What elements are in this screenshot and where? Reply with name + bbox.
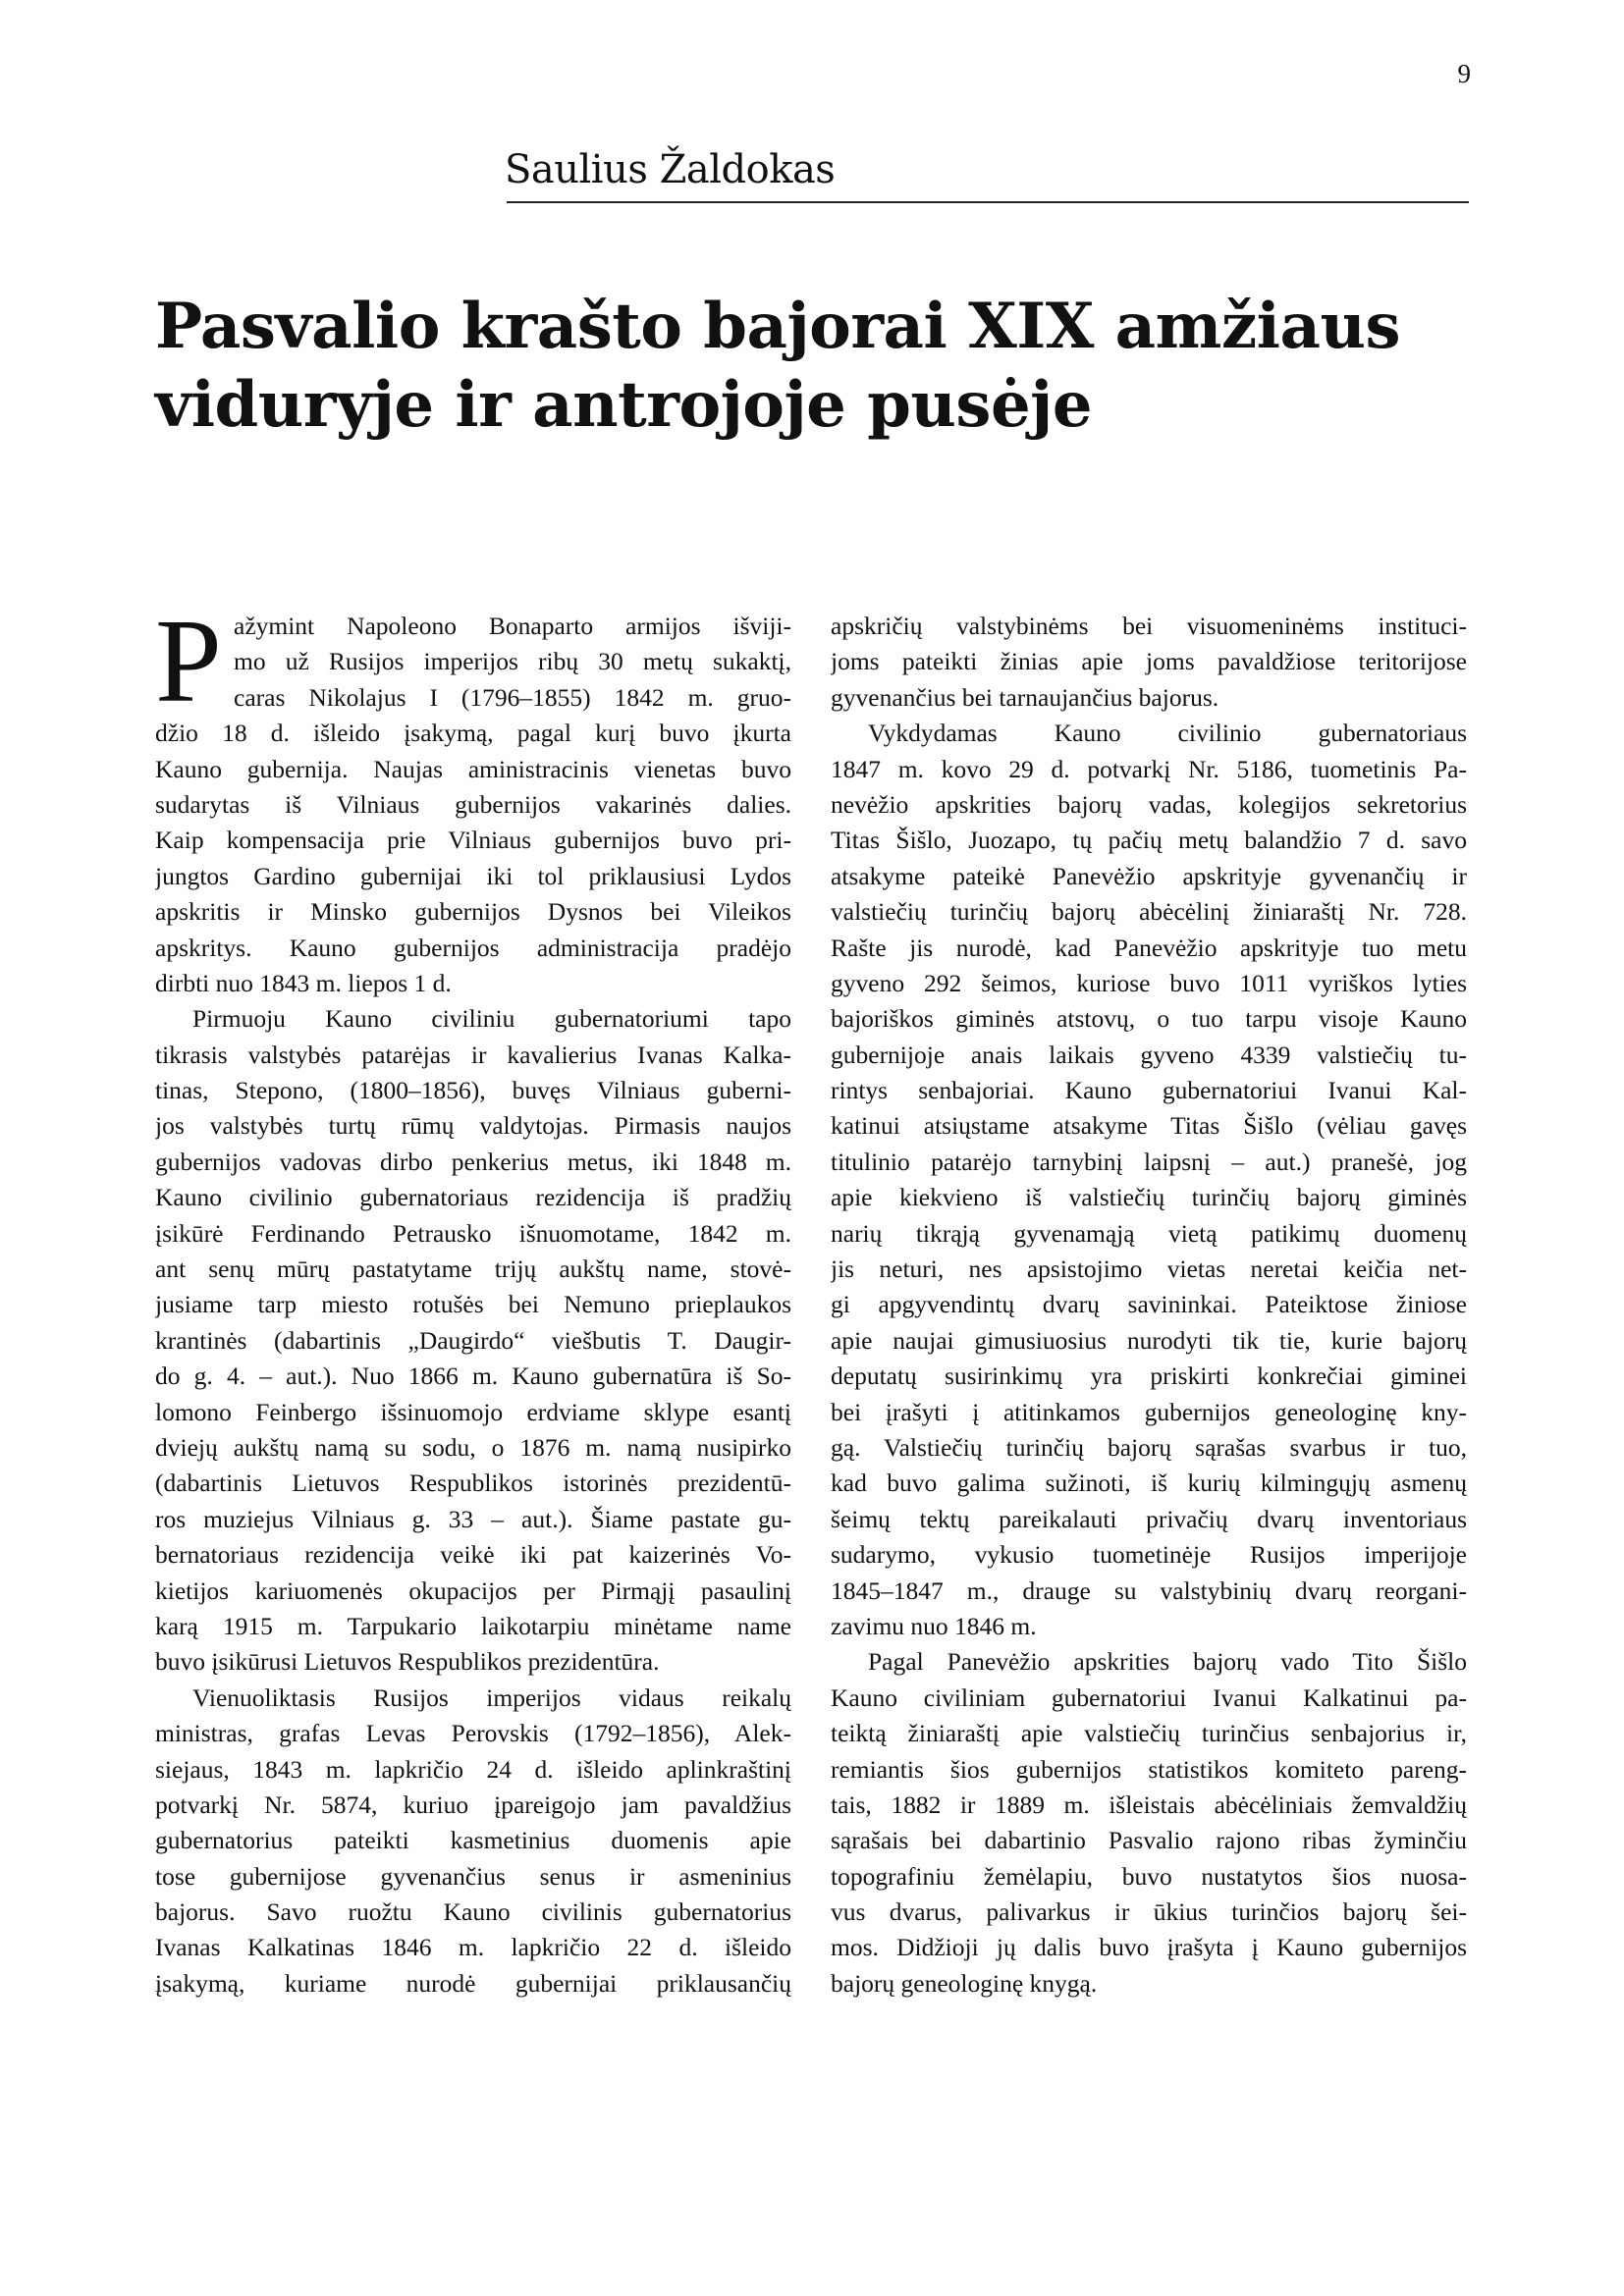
text-line: sudarytas iš Vilniaus gubernijos vakarinės dalies. <box>155 789 791 819</box>
text-line: apie kiekvieno iš valstiečių turinčių bajorų giminės <box>831 1183 1467 1212</box>
text-line: buvo įsikūrusi Lietuvos Respublikos prezidentūra. <box>155 1647 660 1677</box>
text-line: jusiame tarp miesto rotušės bei Nemuno prieplaukos <box>155 1290 791 1319</box>
article-title <box>155 288 1400 445</box>
text-line: jungtos Gardino gubernijai iki tol priklausiusi Lydos <box>155 861 791 890</box>
text-line: valstiečių turinčių bajorų abėcėlinį žiniaraštį Nr. 728. <box>831 897 1467 927</box>
text-line: tinas, Stepono, (1800–1856), buvęs Vilniaus guberni- <box>155 1076 791 1105</box>
text-line: Kauno civiliniam gubernatoriui Ivanui Kalkatinui pa- <box>831 1682 1467 1712</box>
text-line: titulinio patarėjo tarnybinį laipsnį – aut.) pranešė, jog <box>831 1147 1467 1176</box>
text-line: jos valstybės turtų rūmų valdytojas. Pirmasis naujos <box>155 1111 791 1141</box>
text-line: zavimu nuo 1846 m. <box>831 1611 1037 1640</box>
text-line: atsakyme pateikė Panevėžio apskrityje gyvenančių ir <box>831 861 1467 890</box>
text-line: Kaip kompensacija prie Vilniaus gubernijos buvo pri- <box>155 826 791 855</box>
text-line: remiantis šios gubernijos statistikos komiteto pareng- <box>831 1754 1467 1784</box>
text-line: Pirmuoju Kauno civiliniu gubernatoriumi tapo <box>192 1004 791 1034</box>
text-line: ant senų mūrų pastatytame trijų aukštų name, stovė- <box>155 1255 791 1284</box>
page-number: 9 <box>1457 59 1471 88</box>
text-line: Vienuoliktasis Rusijos imperijos vidaus reikalų <box>192 1682 791 1712</box>
text-line: krantinės (dabartinis „Daugirdo“ viešbutis T. Daugir- <box>155 1325 791 1355</box>
text-line: bei įrašyti į atitinkamos gubernijos geneologinę kny- <box>831 1397 1467 1426</box>
text-line: potvarkį Nr. 5874, kuriuo įpareigojo jam pavaldžius <box>155 1789 791 1819</box>
text-line: apie naujai gimusiuosius nurodyti tik tie, kurie bajorų <box>831 1325 1467 1355</box>
running-header-author: Saulius Žaldokas <box>505 147 836 192</box>
text-line: bajorus. Savo ruožtu Kauno civilinis gubernatorius <box>155 1897 791 1927</box>
drop-cap: P <box>155 595 222 727</box>
text-line: 1845–1847 m., drauge su valstybinių dvarų reorgani- <box>831 1575 1467 1605</box>
text-line: karą 1915 m. Tarpukario laikotarpiu minėtame name <box>155 1611 791 1640</box>
text-line: do g. 4. – aut.). Nuo 1866 m. Kauno gubernatūra iš So- <box>155 1362 791 1391</box>
text-line: jis neturi, nes apsistojimo vietas neretai keičia net- <box>831 1255 1467 1284</box>
text-line: apskritys. Kauno gubernijos administracija pradėjo <box>155 933 791 962</box>
text-line: gyvenančius bei tarnaujančius bajorus. <box>831 682 1219 712</box>
text-line: dviejų aukštų namą su sodu, o 1876 m. namą nusipirko <box>155 1432 791 1462</box>
text-line: katinui atsiųstame atsakyme Titas Šišlo (vėliau gavęs <box>831 1111 1467 1141</box>
text-line: apskričių valstybinėms bei visuomeninėms instituci- <box>831 612 1467 640</box>
text-line: bajoriškos giminės atstovų, o tuo tarpu visoje Kauno <box>831 1004 1467 1034</box>
title-line: viduryje ir antrojoje pusėje <box>155 368 1093 442</box>
right-column <box>831 609 1467 2002</box>
text-line: Vykdydamas Kauno civilinio gubernatoriaus <box>868 719 1467 748</box>
text-line: tose gubernijose gyvenančius senus ir asmeninius <box>155 1861 791 1891</box>
text-line: kietijos kariuomenės okupacijos per Pirmąjį pasaulinį <box>155 1575 791 1605</box>
text-line: bajorų geneologinę knygą. <box>831 1968 1098 1998</box>
text-line: tais, 1882 ir 1889 m. išleistais abėcėliniais žemvaldžių <box>831 1789 1467 1819</box>
text-line: mo už Rusijos imperijos ribų 30 metų sukaktį, <box>234 647 791 676</box>
text-line: vus dvarus, palivarkus ir ūkius turinčios bajorų šei- <box>831 1897 1467 1927</box>
text-line: dirbti nuo 1843 m. liepos 1 d. <box>155 968 452 997</box>
text-line: džio 18 d. išleido įsakymą, pagal kurį buvo įkurta <box>155 719 791 748</box>
title-line: Pasvalio krašto bajorai XIX amžiaus <box>155 290 1400 363</box>
text-line: topografiniu žemėlapiu, buvo nustatytos šios nuosa- <box>831 1861 1467 1891</box>
text-line: gyveno 292 šeimos, kuriose buvo 1011 vyriškos lyties <box>831 968 1467 997</box>
text-line: gi apgyvendintų dvarų savininkai. Pateiktose žiniose <box>831 1290 1467 1319</box>
text-line: gubernatorius pateikti kasmetinius duomenis apie <box>155 1826 791 1855</box>
text-line: Kauno civilinio gubernatoriaus rezidencija iš pradžių <box>155 1183 791 1212</box>
text-line: ros muziejus Vilniaus g. 33 – aut.). Šiame pastate gu- <box>155 1504 791 1533</box>
text-line: (dabartinis Lietuvos Respublikos istorinės prezidentū- <box>155 1468 791 1498</box>
text-line: rintys senbajoriai. Kauno gubernatoriui Ivanui Kal- <box>831 1076 1467 1105</box>
text-line: Titas Šišlo, Juozapo, tų pačių metų balandžio 7 d. savo <box>831 826 1467 855</box>
text-line: Rašte jis nurodė, kad Panevėžio apskrityje tuo metu <box>831 933 1467 962</box>
text-line: įsikūrė Ferdinando Petrausko išnuomotame, 1842 m. <box>155 1218 791 1248</box>
text-line: gubernijos vadovas dirbo penkerius metus, iki 1848 m. <box>155 1147 791 1176</box>
text-line: narių tikrąją gyvenamąją vietą patikimų duomenų <box>831 1218 1467 1248</box>
text-line: mos. Didžioji jų dalis buvo įrašyta į Kauno gubernijos <box>831 1933 1467 1962</box>
text-line: sudarymo, vykusio tuometinėje Rusijos imperijoje <box>831 1540 1467 1570</box>
text-line: 1847 m. kovo 29 d. potvarkį Nr. 5186, tuometinis Pa- <box>831 754 1467 783</box>
text-line: siejaus, 1843 m. lapkričio 24 d. išleido aplinkraštinį <box>155 1754 791 1784</box>
text-line: lomono Feinbergo išsinuomojo erdviame sklype esantį <box>155 1397 791 1426</box>
text-line: gą. Valstiečių turinčių bajorų sąrašas svarbus ir tuo, <box>831 1432 1467 1462</box>
text-line: joms pateikti žinias apie joms pavaldžiose teritorijose <box>831 647 1467 676</box>
text-line: Pagal Panevėžio apskrities bajorų vado Tito Šišlo <box>868 1647 1467 1677</box>
header-rule <box>507 201 1469 203</box>
text-line: nevėžio apskrities bajorų vadas, kolegijos sekretorius <box>831 789 1467 819</box>
text-line: įsakymą, kuriame nurodė gubernijai priklausančių <box>155 1968 791 1998</box>
text-line: ministras, grafas Levas Perovskis (1792–1856), Alek- <box>155 1719 791 1748</box>
text-line: tikrasis valstybės patarėjas ir kavalierius Ivanas Kalka- <box>155 1040 791 1069</box>
text-line: ažymint Napoleono Bonaparto armijos išviji- <box>234 612 791 640</box>
text-line: Kauno gubernija. Naujas aministracinis vienetas buvo <box>155 754 791 783</box>
text-line: bernatoriaus rezidencija veikė iki pat kaizerinės Vo- <box>155 1540 791 1570</box>
text-line: šeimų tektų pareikalauti privačių dvarų inventoriaus <box>831 1504 1467 1533</box>
text-line: gubernijoje anais laikais gyveno 4339 valstiečių tu- <box>831 1040 1467 1069</box>
text-line: apskritis ir Minsko gubernijos Dysnos bei Vileikos <box>155 897 791 927</box>
text-line: deputatų susirinkimų yra priskirti konkrečiai giminei <box>831 1362 1467 1391</box>
text-line: Ivanas Kalkatinas 1846 m. lapkričio 22 d. išleido <box>155 1933 791 1962</box>
left-column <box>155 595 791 2002</box>
text-line: sąrašais bei dabartinio Pasvalio rajono ribas žyminčiu <box>831 1826 1467 1855</box>
text-line: teiktą žiniaraštį apie valstiečių turinčius senbajorius ir, <box>831 1719 1467 1748</box>
text-line: caras Nikolajus I (1796–1855) 1842 m. gruo- <box>234 682 791 712</box>
text-line: kad buvo galima sužinoti, iš kurių kilmingųjų asmenų <box>831 1468 1467 1498</box>
